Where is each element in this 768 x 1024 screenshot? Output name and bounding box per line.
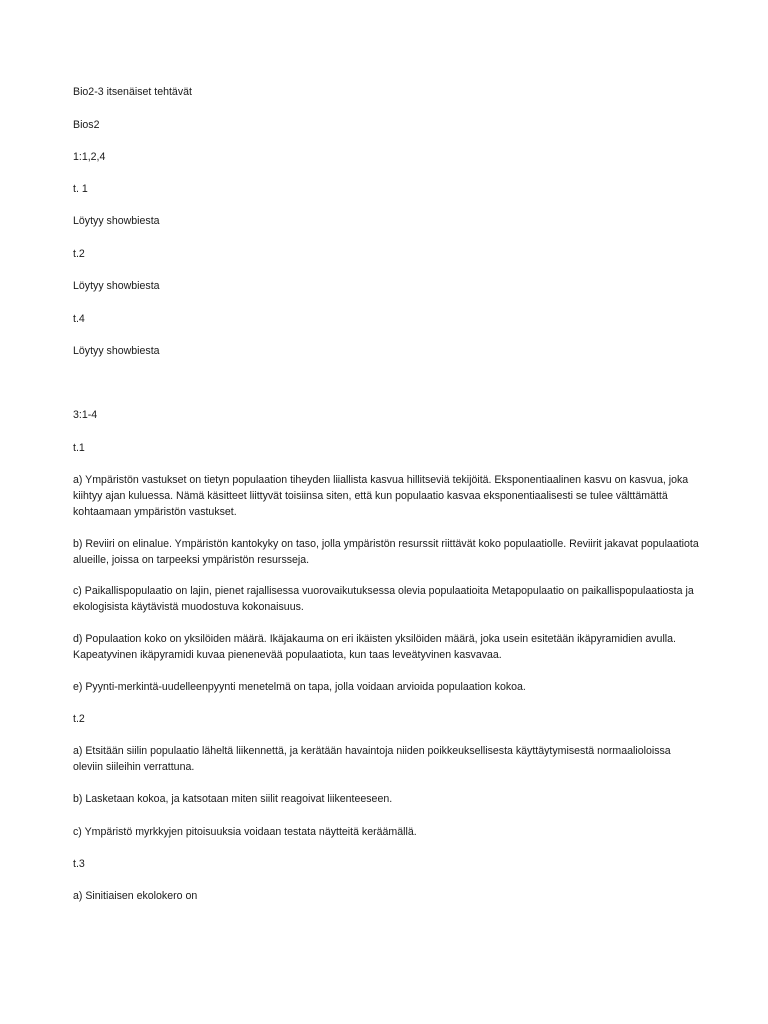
answer-paragraph-t1-c <box>73 583 703 615</box>
answer-paragraph-t2-a <box>73 743 703 775</box>
task-answer: Löytyy showbiesta <box>73 215 160 227</box>
answer-paragraph-t2-c <box>73 824 703 840</box>
paragraph-line: ekologisista käytävistä muodostuva kokonaisuus. <box>73 601 304 613</box>
task-answer: Löytyy showbiesta <box>73 280 160 292</box>
paragraph-line: a) Etsitään siilin populaatio läheltä liikennettä, ja kerätään havaintoja niiden poikkeuksellisesta käyttäytymisestä normaalioloissa <box>73 745 671 757</box>
answer-paragraph-t1-a <box>73 472 703 520</box>
document-title: Bio2-3 itsenäiset tehtävät <box>73 86 192 98</box>
section-1-heading: 1:1,2,4 <box>73 151 106 163</box>
paragraph-line: b) Lasketaan kokoa, ja katsotaan miten siilit reagoivat liikenteeseen. <box>73 793 393 805</box>
task-label: t. 1 <box>73 183 88 195</box>
paragraph-line: c) Paikallispopulaatio on lajin, pienet rajallisessa vuorovaikutuksessa olevia populaatioita Metapopulaatio on paikallispopulaatiosta ja <box>73 585 694 597</box>
section-3-heading: 3:1-4 <box>73 409 98 421</box>
task-label: t.3 <box>73 858 85 870</box>
answer-paragraph-t3-a <box>73 888 703 904</box>
paragraph-line: b) Reviiri on elinalue. Ympäristön kantokyky on taso, jolla ympäristön resurssit riittävät koko populaatiolle. Reviirit jakavat populaatiota <box>73 538 699 550</box>
paragraph-line: a) Sinitiaisen ekolokero on <box>73 890 198 902</box>
paragraph-line: kohtaamaan ympäristön vastukset. <box>73 506 237 518</box>
paragraph-line: oleviin siileihin verrattuna. <box>73 761 195 773</box>
paragraph-line: kiihtyy ajan kuluessa. Nämä käsitteet liittyvät toisiinsa siten, että kun populaatio kasvaa eksponentiaalisesti se tulee välttämättä <box>73 490 668 502</box>
answer-paragraph-t1-e <box>73 679 703 695</box>
paragraph-line: c) Ympäristö myrkkyjen pitoisuuksia voidaan testata näytteitä keräämällä. <box>73 826 417 838</box>
task-answer: Löytyy showbiesta <box>73 345 160 357</box>
answer-paragraph-t1-d <box>73 631 703 663</box>
course-name: Bios2 <box>73 119 100 131</box>
task-label: t.1 <box>73 442 85 454</box>
task-label: t.2 <box>73 713 85 725</box>
task-label: t.4 <box>73 313 85 325</box>
paragraph-line: Kapeatyvinen ikäpyramidi kuvaa pienenevää populaatiota, kun taas leveätyvinen kasvavaa. <box>73 649 502 661</box>
paragraph-line: e) Pyynti-merkintä-uudelleenpyynti menetelmä on tapa, jolla voidaan arvioida populaation kokoa. <box>73 681 526 693</box>
answer-paragraph-t1-b <box>73 536 703 568</box>
answer-paragraph-t2-b <box>73 791 703 807</box>
paragraph-line: d) Populaation koko on yksilöiden määrä. Ikäjakauma on eri ikäisten yksilöiden määrä, joka usein esitetään ikäpyramidien avulla. <box>73 633 676 645</box>
paragraph-line: a) Ympäristön vastukset on tietyn populaation tiheyden liiallista kasvua hillitseviä tekijöitä. Eksponentiaalinen kasvu on kasvua, joka <box>73 474 689 486</box>
task-label: t.2 <box>73 248 85 260</box>
paragraph-line: alueille, joissa on tarpeeksi ympäristön resursseja. <box>73 554 310 566</box>
